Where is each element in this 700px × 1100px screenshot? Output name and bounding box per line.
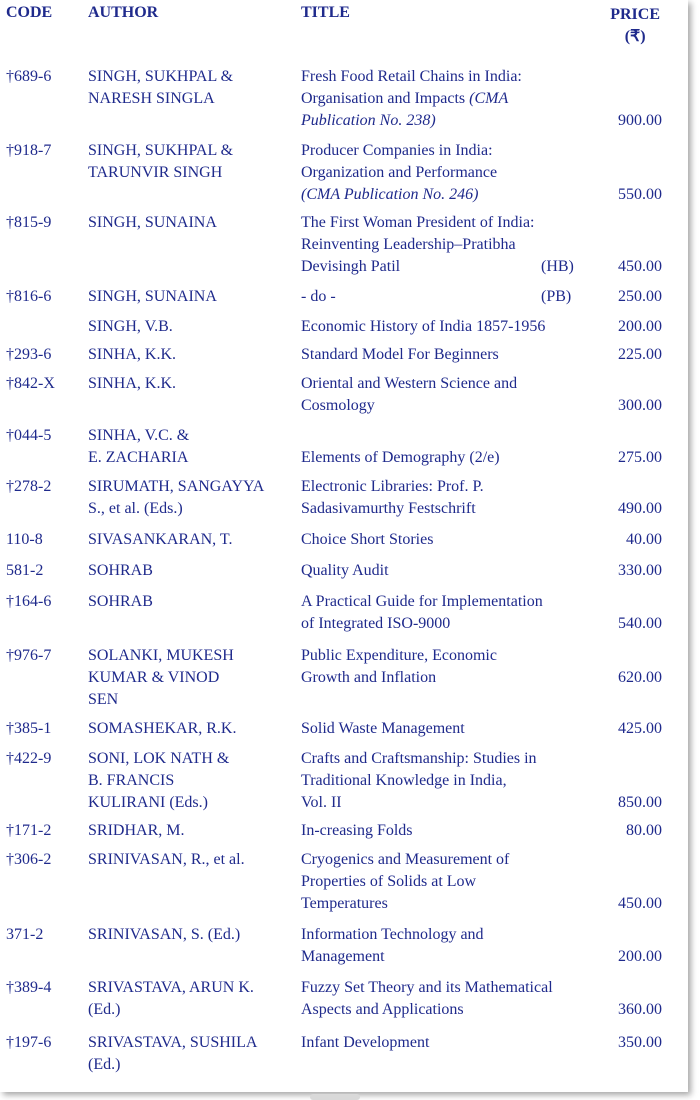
entry-title: [301, 344, 601, 366]
author-line: SIRUMATH, SANGAYYA: [88, 478, 265, 495]
title-line: [301, 849, 601, 871]
title-text: Aspects and Applications: [301, 1001, 464, 1018]
author-line: E. ZACHARIA: [88, 449, 189, 466]
author-line: SOLANKI, MUKESH: [88, 647, 234, 664]
author-line: NARESH SINGLA: [88, 90, 215, 107]
title-line: [301, 140, 601, 162]
binding-label: (HB): [541, 258, 574, 275]
entry-author: [88, 212, 294, 234]
entry-title: [301, 425, 601, 469]
entry-author: [88, 286, 294, 308]
title-line: [301, 88, 601, 110]
author-line: SRINIVASAN, R., et al.: [88, 851, 245, 868]
title-text: Growth and Inflation: [301, 669, 437, 686]
author-line: B. FRANCIS: [88, 772, 175, 789]
author-line: SRIVASTAVA, ARUN K.: [88, 979, 254, 996]
title-line: [301, 999, 601, 1021]
title-text: Reinventing Leadership–Pratibha: [301, 236, 516, 253]
entry-author: [88, 316, 294, 338]
title-line: [301, 447, 601, 469]
entry-code: †278-2: [6, 478, 52, 495]
title-line: [301, 770, 601, 792]
header-code: CODE: [6, 4, 53, 21]
entry-title: [301, 645, 601, 689]
author-line: S., et al. (Eds.): [88, 500, 183, 517]
entry-title: [301, 140, 601, 206]
title-text: Information Technology and: [301, 926, 484, 943]
entry-title: [301, 66, 601, 132]
title-text: Elements of Demography (2/e): [301, 449, 500, 466]
title-text: - do -: [301, 288, 336, 305]
header-author: AUTHOR: [88, 4, 159, 21]
title-text: Cosmology: [301, 397, 375, 414]
entry-author: [88, 1032, 294, 1076]
entry-code: †171-2: [6, 822, 52, 839]
title-text: Choice Short Stories: [301, 531, 434, 548]
title-line: [301, 1032, 601, 1054]
entry-code: †197-6: [6, 1034, 52, 1051]
entry-price: 300.00: [618, 397, 662, 414]
title-line: [301, 667, 601, 689]
author-line: SINHA, K.K.: [88, 346, 176, 363]
entry-price: 250.00: [618, 288, 662, 305]
title-line: [301, 286, 601, 308]
entry-code: †918-7: [6, 142, 52, 159]
title-text: Infant Development: [301, 1034, 430, 1051]
entry-title: [301, 718, 601, 740]
author-line: TARUNVIR SINGH: [88, 164, 223, 181]
entry-price: 620.00: [618, 669, 662, 686]
title-text: Vol. II: [301, 794, 342, 811]
entry-code: †385-1: [6, 720, 52, 737]
entry-author: [88, 977, 294, 1021]
author-line: SINHA, K.K.: [88, 375, 176, 392]
header-title: TITLE: [301, 4, 350, 21]
title-line: [301, 820, 601, 842]
page-footer-mark: [310, 1094, 360, 1100]
header-price-label: PRICE: [610, 6, 660, 23]
entry-code: †689-6: [6, 68, 52, 85]
title-text: Management: [301, 948, 385, 965]
entry-price: 490.00: [618, 500, 662, 517]
entry-title: [301, 560, 601, 582]
entry-code: 581-2: [6, 562, 44, 579]
author-line: SINGH, SUNAINA: [88, 214, 217, 231]
entry-price: 350.00: [618, 1034, 662, 1051]
title-line: [301, 645, 601, 667]
author-line: SRIDHAR, M.: [88, 822, 185, 839]
entry-author: [88, 140, 294, 184]
entry-author: [88, 645, 294, 711]
entry-code: 110-8: [6, 531, 43, 548]
author-line: SINHA, V.C. &: [88, 427, 190, 444]
entry-author: [88, 748, 294, 814]
entry-title: [301, 529, 601, 551]
entry-author: [88, 66, 294, 110]
entry-code: †842-X: [6, 375, 55, 392]
title-text: Oriental and Western Science and: [301, 375, 518, 392]
title-line: [301, 212, 601, 234]
title-line: [301, 316, 601, 338]
entry-price: 330.00: [618, 562, 662, 579]
entry-author: [88, 476, 294, 520]
title-line: [301, 373, 601, 395]
title-text: Devisingh Patil: [301, 258, 401, 275]
entry-code: †815-9: [6, 214, 52, 231]
entry-price: 850.00: [618, 794, 662, 811]
title-line: [301, 344, 601, 366]
entry-author: [88, 344, 294, 366]
entry-code: †976-7: [6, 647, 52, 664]
author-line: SINGH, SUKHPAL &: [88, 142, 234, 159]
author-line: SINGH, SUKHPAL &: [88, 68, 234, 85]
title-text: Solid Waste Management: [301, 720, 465, 737]
entry-author: [88, 560, 294, 582]
author-line: (Ed.): [88, 1001, 121, 1018]
title-line: [301, 792, 601, 814]
entry-title: [301, 476, 601, 520]
title-line: [301, 946, 601, 968]
entry-title: [301, 849, 601, 915]
entry-author: [88, 924, 294, 946]
author-line: SOHRAB: [88, 562, 153, 579]
title-text: Fresh Food Retail Chains in India:: [301, 68, 522, 85]
author-line: SIVASANKARAN, T.: [88, 531, 233, 548]
title-line: [301, 162, 601, 184]
title-text: Producer Companies in India:: [301, 142, 493, 159]
entry-price: 200.00: [618, 318, 662, 335]
entry-title: [301, 212, 601, 278]
title-text: Electronic Libraries: Prof. P.: [301, 478, 484, 495]
entry-price: 425.00: [618, 720, 662, 737]
author-line: SINGH, V.B.: [88, 318, 173, 335]
title-line: [301, 234, 601, 256]
header-price: [610, 4, 660, 48]
title-text: Quality Audit: [301, 562, 389, 579]
title-italic-line: (CMA Publication No. 246): [301, 186, 479, 203]
title-text: Sadasivamurthy Festschrift: [301, 500, 476, 517]
entry-price: 900.00: [618, 112, 662, 129]
entry-price: 275.00: [618, 449, 662, 466]
entry-title: [301, 924, 601, 968]
title-text: of Integrated ISO-9000: [301, 615, 451, 632]
title-text: A Practical Guide for Implementation: [301, 593, 543, 610]
entry-title: [301, 1032, 601, 1054]
title-text: In-creasing Folds: [301, 822, 413, 839]
entry-code: †293-6: [6, 346, 52, 363]
title-line: [301, 498, 601, 520]
title-italic: (CMA: [469, 90, 509, 107]
entry-code: 371-2: [6, 926, 44, 943]
title-text: Crafts and Craftsmanship: Studies in: [301, 750, 537, 767]
entry-price: 450.00: [618, 258, 662, 275]
title-line: [301, 395, 601, 417]
title-line: [301, 66, 601, 88]
entry-price: 200.00: [618, 948, 662, 965]
title-line: [301, 425, 601, 447]
entry-price: 225.00: [618, 346, 662, 363]
entry-price: 40.00: [626, 531, 662, 548]
entry-author: [88, 529, 294, 551]
author-line: SEN: [88, 691, 119, 708]
table-header: [0, 0, 688, 50]
author-line: KUMAR & VINOD: [88, 669, 220, 686]
entry-author: [88, 591, 294, 613]
title-text: Standard Model For Beginners: [301, 346, 499, 363]
title-line: [301, 591, 601, 613]
entry-title: [301, 286, 601, 308]
entry-code: †422-9: [6, 750, 52, 767]
entry-title: [301, 977, 601, 1021]
entry-author: [88, 373, 294, 395]
title-text: Public Expenditure, Economic: [301, 647, 497, 664]
author-line: SONI, LOK NATH &: [88, 750, 230, 767]
entry-code: †306-2: [6, 851, 52, 868]
entry-code: †389-4: [6, 979, 52, 996]
entry-author: [88, 820, 294, 842]
author-line: SRINIVASAN, S. (Ed.): [88, 926, 241, 943]
title-line: [301, 924, 601, 946]
title-text: Temperatures: [301, 895, 388, 912]
title-line: [301, 613, 601, 635]
entry-price: 450.00: [618, 895, 662, 912]
entry-price: 540.00: [618, 615, 662, 632]
author-line: (Ed.): [88, 1056, 121, 1073]
title-text: The First Woman President of India:: [301, 214, 535, 231]
title-line: [301, 977, 601, 999]
title-line: [301, 256, 601, 278]
entry-title: [301, 373, 601, 417]
entry-title: [301, 591, 601, 635]
title-line: [301, 748, 601, 770]
entry-author: [88, 718, 294, 740]
header-price-currency: (₹): [624, 28, 646, 45]
entry-code: †164-6: [6, 593, 52, 610]
title-line: [301, 871, 601, 893]
title-text: Cryogenics and Measurement of: [301, 851, 510, 868]
title-text: Economic History of India 1857-1956: [301, 318, 546, 335]
entry-title: [301, 748, 601, 814]
entry-code: †816-6: [6, 288, 52, 305]
title-line: [301, 893, 601, 915]
entry-price: 80.00: [626, 822, 662, 839]
title-text: Organisation and Impacts: [301, 90, 470, 107]
author-line: SOMASHEKAR, R.K.: [88, 720, 237, 737]
title-text: Fuzzy Set Theory and its Mathematical: [301, 979, 553, 996]
entry-title: [301, 820, 601, 842]
title-line: [301, 718, 601, 740]
title-line: [301, 529, 601, 551]
entry-author: [88, 849, 294, 871]
entry-code: †044-5: [6, 427, 52, 444]
title-italic-line: Publication No. 238): [301, 112, 436, 129]
entry-price: 550.00: [618, 186, 662, 203]
title-line: [301, 476, 601, 498]
entry-price: 360.00: [618, 1001, 662, 1018]
entry-title: [301, 316, 601, 338]
title-text: Properties of Solids at Low: [301, 873, 477, 890]
author-line: SOHRAB: [88, 593, 153, 610]
title-line: [301, 560, 601, 582]
author-line: SRIVASTAVA, SUSHILA: [88, 1034, 258, 1051]
author-line: KULIRANI (Eds.): [88, 794, 208, 811]
entry-author: [88, 425, 294, 469]
title-text: Organization and Performance: [301, 164, 498, 181]
binding-label: (PB): [541, 288, 572, 305]
author-line: SINGH, SUNAINA: [88, 288, 217, 305]
title-text: Traditional Knowledge in India,: [301, 772, 507, 789]
